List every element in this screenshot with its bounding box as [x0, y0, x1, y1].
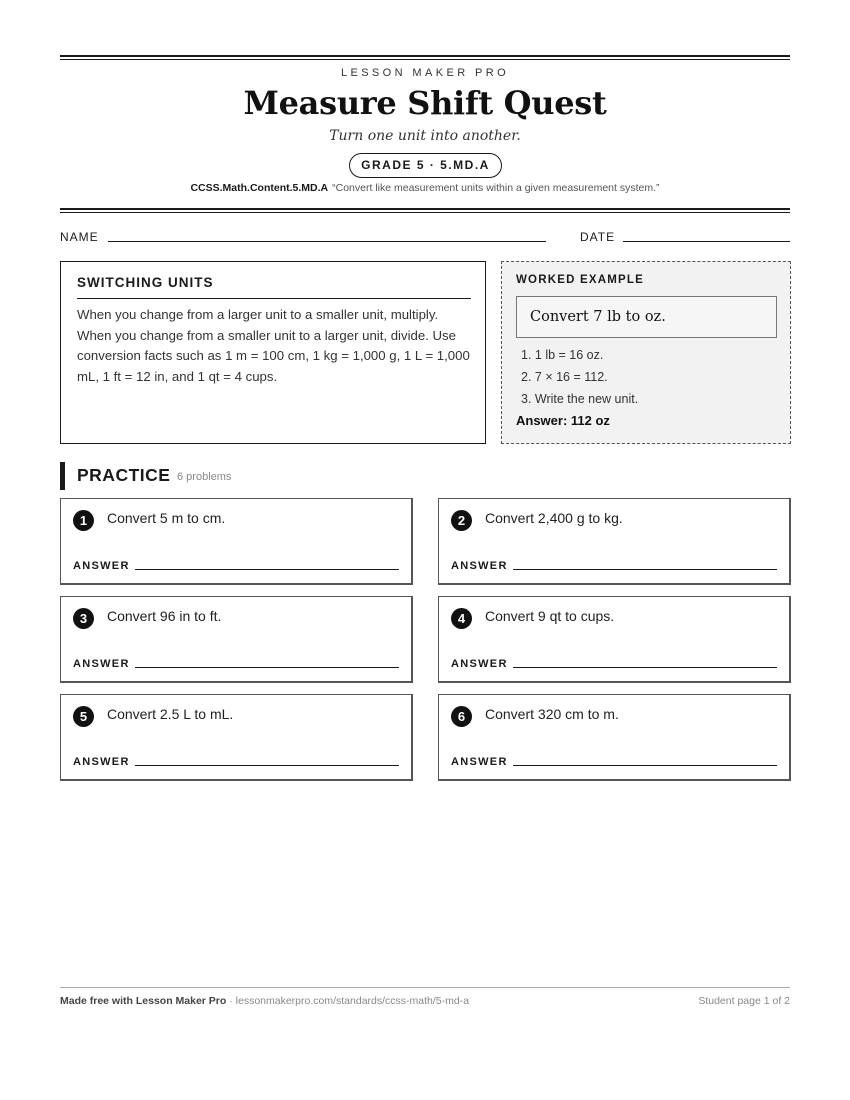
date-label: DATE — [580, 230, 616, 244]
problem-question: Convert 2.5 L to mL. — [107, 706, 234, 722]
standard-line — [0, 182, 850, 194]
problem-number-badge: 3 — [73, 608, 94, 629]
problem-question: Convert 9 qt to cups. — [485, 608, 615, 624]
problem-question: Convert 5 m to cm. — [107, 510, 226, 526]
header-bottom-rule — [60, 208, 790, 213]
footer-made-with: Made free with Lesson Maker Pro — [60, 995, 227, 1007]
problem-card — [438, 694, 791, 781]
top-rule — [60, 55, 790, 60]
problem-number-badge: 4 — [451, 608, 472, 629]
standard-text: “Convert like measurement units within a given measurement system.” — [332, 182, 660, 194]
problem-question: Convert 2,400 g to kg. — [485, 510, 623, 526]
worked-example-steps — [521, 344, 638, 410]
answer-label: ANSWER — [73, 756, 130, 768]
answer-field[interactable] — [135, 667, 399, 668]
worksheet-title: Measure Shift Quest — [243, 84, 607, 122]
footer-divider — [60, 987, 790, 988]
answer-label: ANSWER — [451, 658, 508, 670]
switching-units-panel — [60, 261, 486, 444]
problem-question: Convert 320 cm to m. — [485, 706, 619, 722]
problem-number-badge: 1 — [73, 510, 94, 531]
answer-field[interactable] — [513, 765, 777, 766]
worked-example-panel — [501, 261, 791, 444]
answer-field[interactable] — [513, 667, 777, 668]
problem-number-badge: 2 — [451, 510, 472, 531]
answer-label: ANSWER — [73, 560, 130, 572]
footer-page-number: Student page 1 of 2 — [698, 995, 790, 1007]
name-field[interactable] — [108, 241, 546, 242]
practice-heading: PRACTICE — [77, 465, 171, 485]
switching-units-body: When you change from a larger unit to a smaller unit, multiply. When you change from a smaller unit to a larger unit, divide. Use conversion facts such as 1 m = 100 cm, 1 kg = 1,000 g, 1 L = 1,000 mL, 1 ft = 12 in, and 1 qt = 4 cups. — [77, 307, 470, 384]
worksheet-subtitle: Turn one unit into another. — [329, 128, 521, 144]
problem-card — [60, 498, 413, 585]
footer-url: · lessonmakerpro.com/standards/ccss-math/5-md-a — [226, 995, 470, 1007]
problem-question: Convert 96 in to ft. — [107, 608, 222, 624]
worked-example-prompt: Convert 7 lb to oz. — [516, 296, 777, 338]
switching-units-divider — [77, 298, 471, 299]
grade-badge: GRADE 5 · 5.MD.A — [349, 153, 502, 178]
practice-count: 6 problems — [177, 471, 232, 483]
problem-card — [60, 596, 413, 683]
standard-code: CCSS.Math.Content.5.MD.A — [190, 182, 329, 194]
practice-accent-bar — [60, 462, 65, 490]
switching-units-heading: SWITCHING UNITS — [77, 275, 214, 290]
worked-example-step: 3. Write the new unit. — [521, 392, 639, 406]
answer-field[interactable] — [135, 765, 399, 766]
problem-card — [438, 596, 791, 683]
worked-example-step: 2. 7 × 16 = 112. — [521, 370, 608, 384]
answer-label: ANSWER — [451, 560, 508, 572]
name-label: NAME — [60, 230, 99, 244]
problem-number-badge: 6 — [451, 706, 472, 727]
worked-example-heading: WORKED EXAMPLE — [516, 274, 644, 286]
answer-field[interactable] — [135, 569, 399, 570]
problem-number-badge: 5 — [73, 706, 94, 727]
brand-name: LESSON MAKER PRO — [340, 67, 510, 79]
answer-label: ANSWER — [73, 658, 130, 670]
worked-example-step: 1. 1 lb = 16 oz. — [521, 348, 604, 362]
date-field[interactable] — [623, 241, 790, 242]
problem-card — [60, 694, 413, 781]
answer-label: ANSWER — [451, 756, 508, 768]
footer-credit — [60, 995, 469, 1007]
worked-example-answer: Answer: 112 oz — [516, 413, 610, 428]
problem-card — [438, 498, 791, 585]
answer-field[interactable] — [513, 569, 777, 570]
